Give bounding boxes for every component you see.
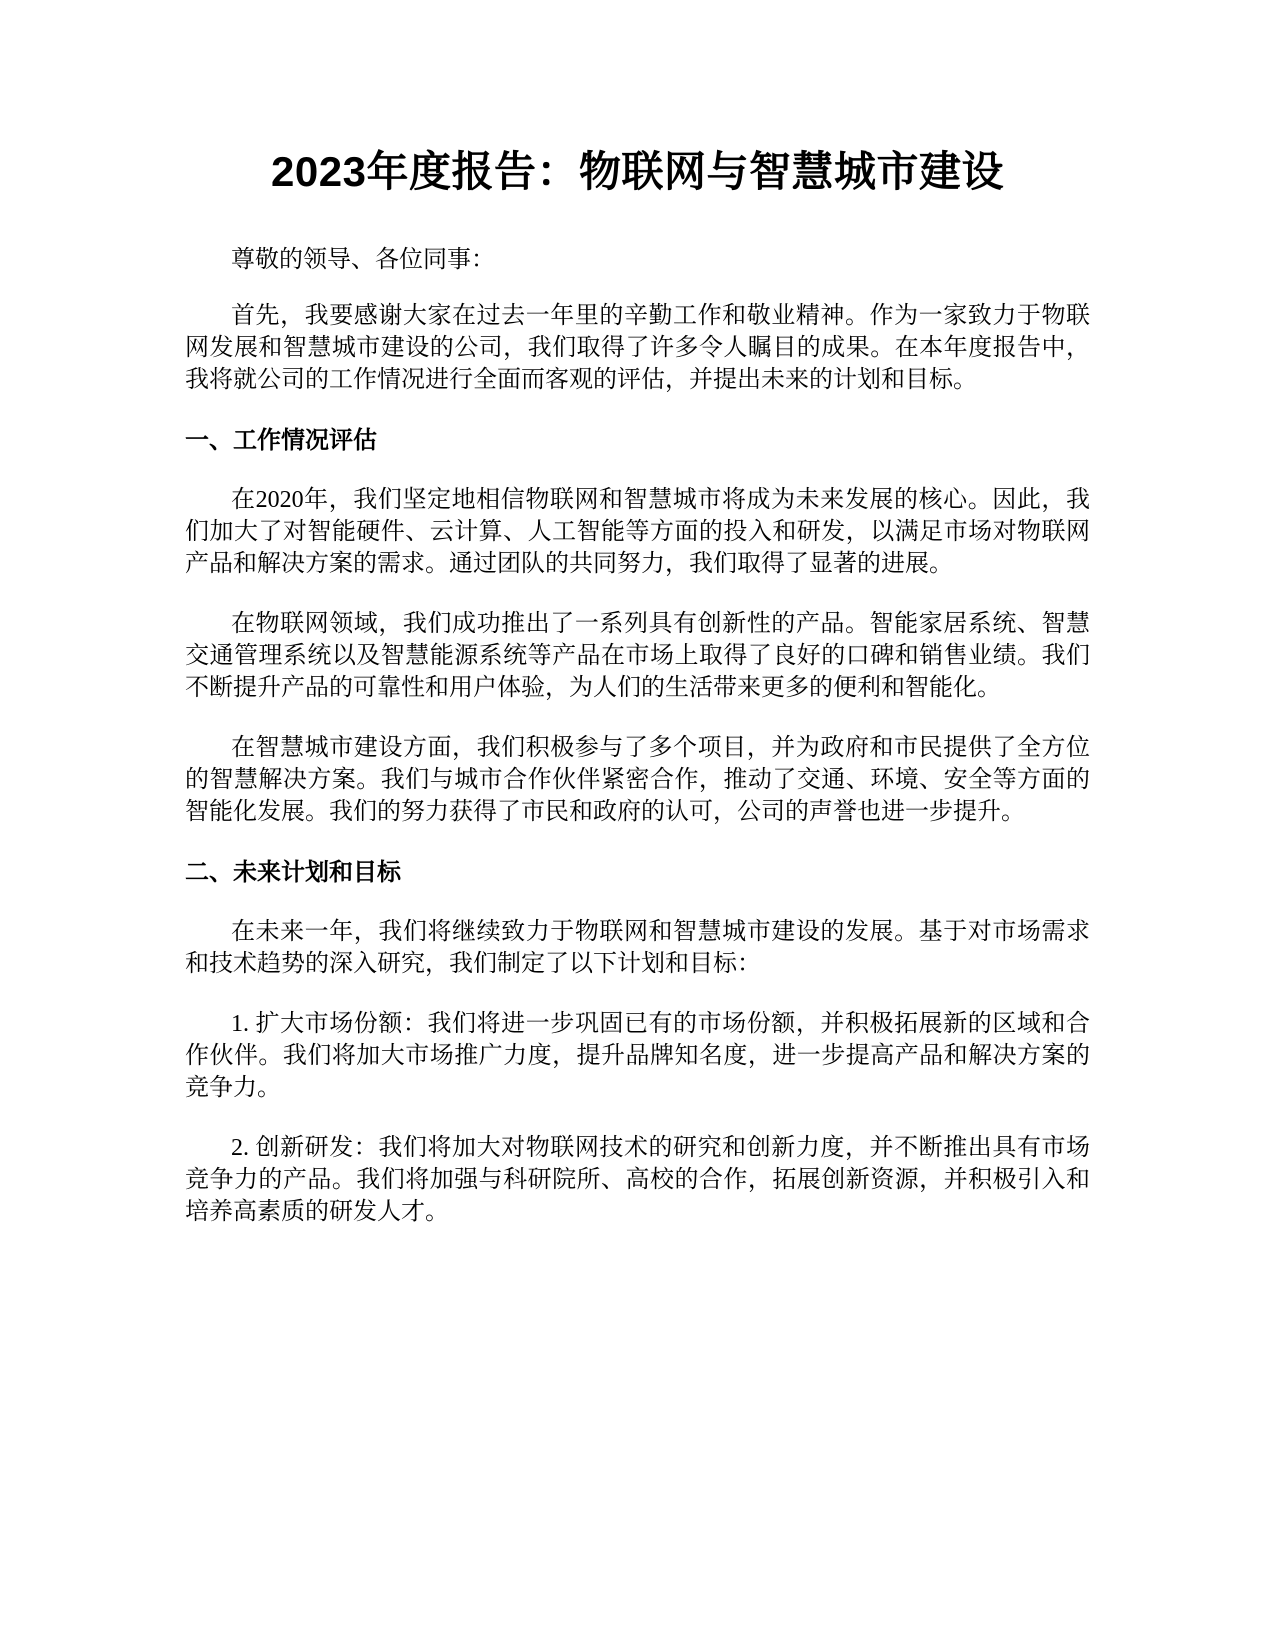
plans-paragraph-1: 在未来一年，我们将继续致力于物联网和智慧城市建设的发展。基于对市场需求和技术趋势的深入研究，我们制定了以下计划和目标： [185,919,1090,977]
intro-paragraph: 首先，我要感谢大家在过去一年里的辛勤工作和敬业精神。作为一家致力于物联网发展和智慧城市建设的公司，我们取得了许多令人瞩目的成果。在本年度报告中，我将就公司的工作情况进行全面而客观的评估，并提出未来的计划和目标。 [185,303,1090,393]
evaluation-paragraph-2: 在物联网领域，我们成功推出了一系列具有创新性的产品。智能家居系统、智慧交通管理系统以及智慧能源系统等产品在市场上取得了良好的口碑和销售业绩。我们不断提升产品的可靠性和用户体验，为人们的生活带来更多的便利和智能化。 [185,611,1090,701]
salutation: 尊敬的领导、各位同事： [231,247,495,273]
plans-paragraph-2: 1. 扩大市场份额：我们将进一步巩固已有的市场份额，并积极拓展新的区域和合作伙伴。我们将加大市场推广力度，提升品牌知名度，进一步提高产品和解决方案的竞争力。 [185,1011,1090,1101]
evaluation-paragraph-3: 在智慧城市建设方面，我们积极参与了多个项目，并为政府和市民提供了全方位的智慧解决方案。我们与城市合作伙伴紧密合作，推动了交通、环境、安全等方面的智能化发展。我们的努力获得了市民和政府的认可，公司的声誉也进一步提升。 [185,735,1090,825]
document-title: 2023年度报告：物联网与智慧城市建设 [271,148,1004,195]
section-heading-plans: 二、未来计划和目标 [185,859,401,886]
section-heading-evaluation: 一、工作情况评估 [185,427,377,454]
evaluation-paragraph-1: 在2020年，我们坚定地相信物联网和智慧城市将成为未来发展的核心。因此，我们加大了对智能硬件、云计算、人工智能等方面的投入和研发，以满足市场对物联网产品和解决方案的需求。通过团队的共同努力，我们取得了显著的进展。 [185,487,1090,577]
plans-paragraph-3: 2. 创新研发：我们将加大对物联网技术的研究和创新力度，并不断推出具有市场竞争力的产品。我们将加强与科研院所、高校的合作，拓展创新资源，并积极引入和培养高素质的研发人才。 [185,1135,1090,1225]
document-page [185,140,1090,1256]
